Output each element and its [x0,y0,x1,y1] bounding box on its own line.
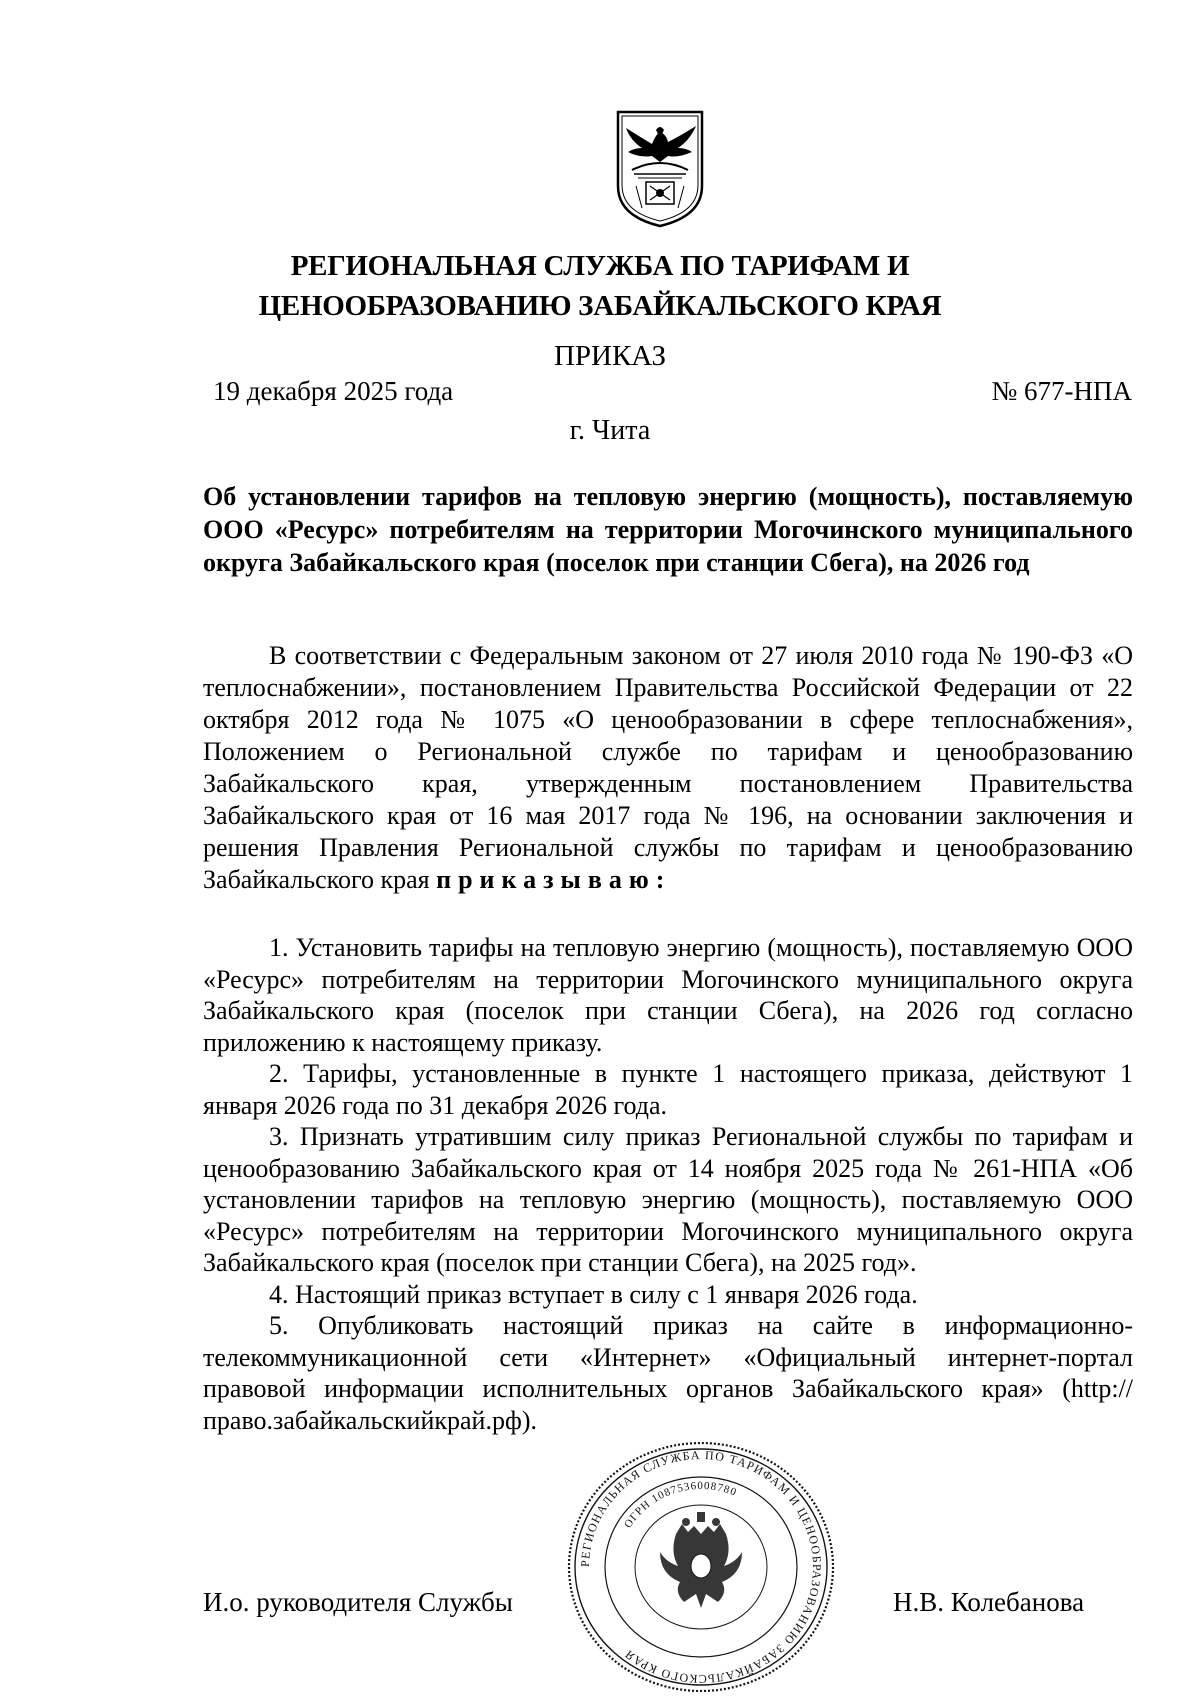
coat-of-arms-icon [612,108,708,230]
list-item: 2. Тарифы, установленные в пункте 1 настоящего приказа, действуют 1 января 2026 года по 31 декабря 2026 года. [203,1059,1133,1120]
list-item: 1. Установить тарифы на тепловую энергию (мощность), поставляемую ООО «Ресурс» потребителям на территории Могочинского муниципального округа Забайкальского края (поселок при станции Сбега), на 2026 год согласно приложению к настоящему приказу. [203,933,1133,1057]
document-type: ПРИКАЗ [553,340,667,372]
preamble-text: В соответствии с Федеральным законом от 27 июля 2010 года № 190-ФЗ «О теплоснабжении», постановлением Правительства Российской Федерации от 22 октября 2012 года № 1075 «О ценообразовании в сфере теплоснабжения», Положением о Региональной службе по тарифам и ценообразованию Забайкальского края, утвержденным постановлением Правительства Забайкальского края от 16 мая 2017 года № 196, на основании заключения и решения Правления Региональной службы по тарифам и ценообразованию Забайкальского края [203,641,1133,894]
list-item: 5. Опубликовать настоящий приказ на сайте в информационно-телекоммуникационной сети «Интернет» «Официальный интернет-портал правовой информации исполнительных органов Забайкальского края» (http://право.забайкальскийкрай.рф). [203,1311,1133,1435]
seal-outer-text: РЕГИОНАЛЬНАЯ СЛУЖБА ПО ТАРИФАМ И ЦЕНООБРАЗОВАНИЮ ЗАБАЙКАЛЬСКОГО КРАЯ [577,1447,825,1687]
signatory-name: Н.В. Колебанова [893,1587,1085,1617]
document-subject: Об установлении тарифов на тепловую энергию (мощность), поставляемую ООО «Ресурс» потребителям на территории Могочинского муниципального округа Забайкальского края (поселок при станции Сбега), на 2026 год [203,482,1133,577]
official-seal-icon [556,1442,846,1692]
organization-title-line-2: ЦЕНООБРАЗОВАНИЮ ЗАБАЙКАЛЬСКОГО КРАЯ [258,290,942,322]
order-word: приказываю: [436,865,672,894]
preamble-paragraph [203,640,1133,896]
document-date: 19 декабря 2025 года [213,376,454,406]
signatory-position: И.о. руководителя Службы [203,1587,513,1617]
order-items-list [203,932,1133,1436]
document-number: № 677-НПА [991,376,1132,406]
organization-title-line-1: РЕГИОНАЛЬНАЯ СЛУЖБА ПО ТАРИФАМ И [290,250,910,282]
svg-text:ОГРН 1087536008780 [622,1480,739,1530]
list-item: 3. Признать утратившим силу приказ Региональной службы по тарифам и ценообразованию Забайкальского края от 14 ноября 2025 года № 261-НПА «Об установлении тарифов на тепловую энергию (мощность), поставляемую ООО «Ресурс» потребителям на территории Могочинского муниципального округа Забайкальского края (поселок при станции Сбега), на 2025 год». [203,1122,1133,1277]
list-item: 4. Настоящий приказ вступает в силу с 1 января 2026 года. [269,1279,918,1309]
seal-inner-text: ОГРН 1087536008780 [621,1479,739,1531]
document-city: г. Чита [569,415,651,446]
